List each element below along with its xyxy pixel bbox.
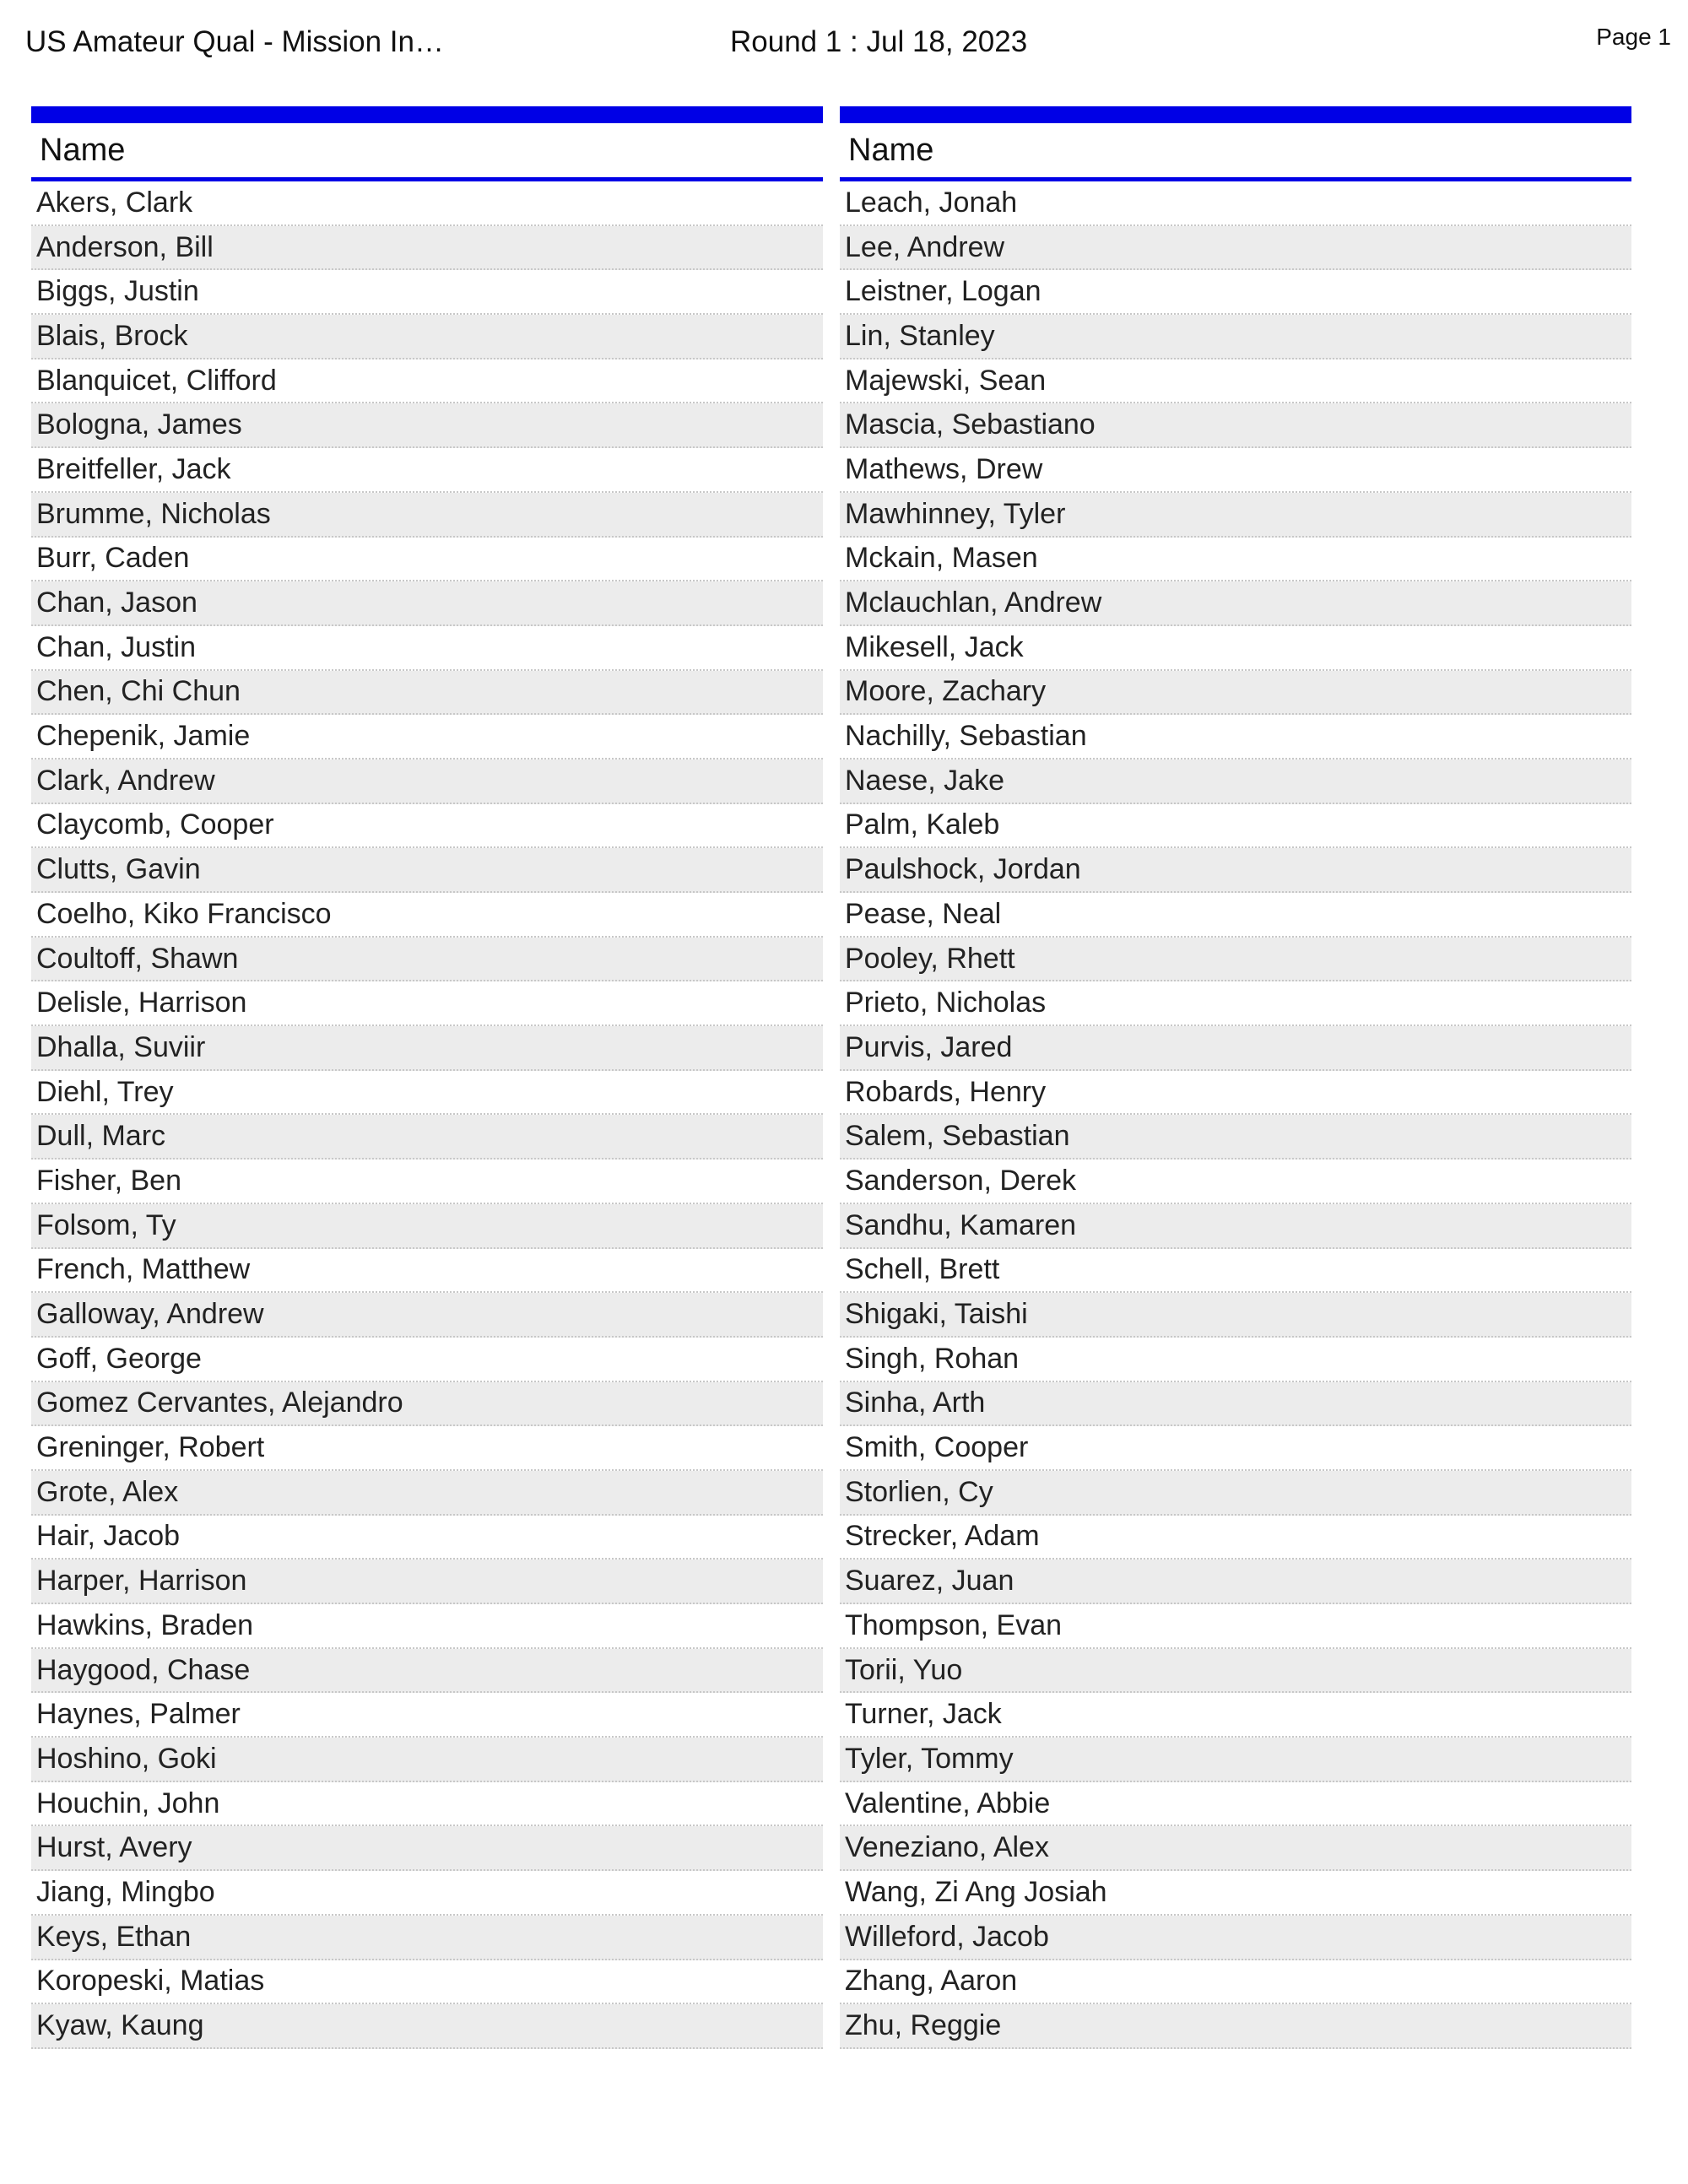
- player-name-row: Mckain, Masen: [840, 538, 1631, 582]
- player-name-row: Zhu, Reggie: [840, 2004, 1631, 2049]
- player-name-row: Strecker, Adam: [840, 1516, 1631, 1560]
- player-name-row: Blais, Brock: [31, 315, 823, 359]
- player-name-row: Koropeski, Matias: [31, 1960, 823, 2005]
- round-info: Round 1 : Jul 18, 2023: [730, 25, 1028, 58]
- player-name-row: Leistner, Logan: [840, 270, 1631, 315]
- page-header: [0, 0, 1688, 93]
- player-name-row: Clark, Andrew: [31, 760, 823, 804]
- player-name-row: Brumme, Nicholas: [31, 493, 823, 538]
- player-name-row: Houchin, John: [31, 1782, 823, 1827]
- player-name-row: Haygood, Chase: [31, 1649, 823, 1694]
- player-name-row: Mathews, Drew: [840, 448, 1631, 493]
- player-name-row: Mclauchlan, Andrew: [840, 581, 1631, 626]
- player-name-row: Hawkins, Braden: [31, 1604, 823, 1649]
- player-name-row: Schell, Brett: [840, 1249, 1631, 1294]
- player-name-row: Mascia, Sebastiano: [840, 403, 1631, 448]
- player-name-row: Diehl, Trey: [31, 1071, 823, 1116]
- player-name-row: Leach, Jonah: [840, 181, 1631, 226]
- player-name-row: Chen, Chi Chun: [31, 671, 823, 716]
- player-name-row: Greninger, Robert: [31, 1426, 823, 1471]
- player-name-row: Thompson, Evan: [840, 1604, 1631, 1649]
- player-name-row: Storlien, Cy: [840, 1471, 1631, 1516]
- player-name-row: Anderson, Bill: [31, 226, 823, 271]
- player-name-row: Biggs, Justin: [31, 270, 823, 315]
- player-name-row: Prieto, Nicholas: [840, 981, 1631, 1026]
- player-name-row: Folsom, Ty: [31, 1204, 823, 1249]
- column-header-name: Name: [31, 123, 823, 181]
- player-name-row: Blanquicet, Clifford: [31, 359, 823, 404]
- player-name-row: Lin, Stanley: [840, 315, 1631, 359]
- player-name-row: Goff, George: [31, 1338, 823, 1382]
- name-list-left: [31, 181, 823, 2049]
- player-name-row: Wang, Zi Ang Josiah: [840, 1871, 1631, 1916]
- player-name-row: Harper, Harrison: [31, 1560, 823, 1604]
- name-column-left: [31, 106, 823, 2049]
- player-name-row: Nachilly, Sebastian: [840, 715, 1631, 760]
- player-name-row: Sinha, Arth: [840, 1382, 1631, 1427]
- player-name-row: Salem, Sebastian: [840, 1115, 1631, 1160]
- player-name-row: Sanderson, Derek: [840, 1160, 1631, 1204]
- player-name-row: Jiang, Mingbo: [31, 1871, 823, 1916]
- player-name-row: Delisle, Harrison: [31, 981, 823, 1026]
- player-name-row: Dhalla, Suviir: [31, 1026, 823, 1071]
- player-name-row: Naese, Jake: [840, 760, 1631, 804]
- player-name-row: Chan, Justin: [31, 626, 823, 671]
- column-top-bar: [840, 106, 1631, 123]
- name-column-right: [840, 106, 1631, 2049]
- player-name-row: Coelho, Kiko Francisco: [31, 893, 823, 938]
- player-name-row: Galloway, Andrew: [31, 1293, 823, 1338]
- player-name-row: Kyaw, Kaung: [31, 2004, 823, 2049]
- player-name-row: Breitfeller, Jack: [31, 448, 823, 493]
- player-name-row: Singh, Rohan: [840, 1338, 1631, 1382]
- player-name-row: Akers, Clark: [31, 181, 823, 226]
- column-header-name: Name: [840, 123, 1631, 181]
- player-name-row: Hurst, Avery: [31, 1826, 823, 1871]
- player-name-row: Majewski, Sean: [840, 359, 1631, 404]
- player-name-row: Tyler, Tommy: [840, 1738, 1631, 1782]
- name-list-right: [840, 181, 1631, 2049]
- player-name-row: Suarez, Juan: [840, 1560, 1631, 1604]
- column-top-bar: [31, 106, 823, 123]
- player-name-row: Palm, Kaleb: [840, 804, 1631, 849]
- player-name-row: French, Matthew: [31, 1249, 823, 1294]
- player-name-row: Hoshino, Goki: [31, 1738, 823, 1782]
- player-name-row: Zhang, Aaron: [840, 1960, 1631, 2005]
- player-name-row: Turner, Jack: [840, 1693, 1631, 1738]
- player-name-row: Smith, Cooper: [840, 1426, 1631, 1471]
- player-name-row: Valentine, Abbie: [840, 1782, 1631, 1827]
- player-name-row: Shigaki, Taishi: [840, 1293, 1631, 1338]
- player-name-row: Grote, Alex: [31, 1471, 823, 1516]
- player-name-row: Dull, Marc: [31, 1115, 823, 1160]
- player-name-row: Keys, Ethan: [31, 1916, 823, 1960]
- player-name-row: Bologna, James: [31, 403, 823, 448]
- player-name-row: Hair, Jacob: [31, 1516, 823, 1560]
- player-name-row: Chepenik, Jamie: [31, 715, 823, 760]
- player-name-row: Paulshock, Jordan: [840, 848, 1631, 893]
- player-name-row: Mawhinney, Tyler: [840, 493, 1631, 538]
- player-name-row: Gomez Cervantes, Alejandro: [31, 1382, 823, 1427]
- player-name-row: Moore, Zachary: [840, 671, 1631, 716]
- player-name-row: Claycomb, Cooper: [31, 804, 823, 849]
- player-name-row: Coultoff, Shawn: [31, 938, 823, 982]
- player-name-row: Mikesell, Jack: [840, 626, 1631, 671]
- player-name-row: Sandhu, Kamaren: [840, 1204, 1631, 1249]
- player-name-row: Fisher, Ben: [31, 1160, 823, 1204]
- player-name-row: Willeford, Jacob: [840, 1916, 1631, 1960]
- player-name-row: Purvis, Jared: [840, 1026, 1631, 1071]
- player-name-row: Burr, Caden: [31, 538, 823, 582]
- player-name-row: Chan, Jason: [31, 581, 823, 626]
- event-title: US Amateur Qual - Mission In…: [25, 25, 444, 58]
- player-name-row: Clutts, Gavin: [31, 848, 823, 893]
- player-name-row: Torii, Yuo: [840, 1649, 1631, 1694]
- player-name-row: Robards, Henry: [840, 1071, 1631, 1116]
- player-name-row: Haynes, Palmer: [31, 1693, 823, 1738]
- page-number: Page 1: [1596, 24, 1671, 50]
- player-name-row: Pease, Neal: [840, 893, 1631, 938]
- player-name-row: Lee, Andrew: [840, 226, 1631, 271]
- player-name-row: Veneziano, Alex: [840, 1826, 1631, 1871]
- player-name-row: Pooley, Rhett: [840, 938, 1631, 982]
